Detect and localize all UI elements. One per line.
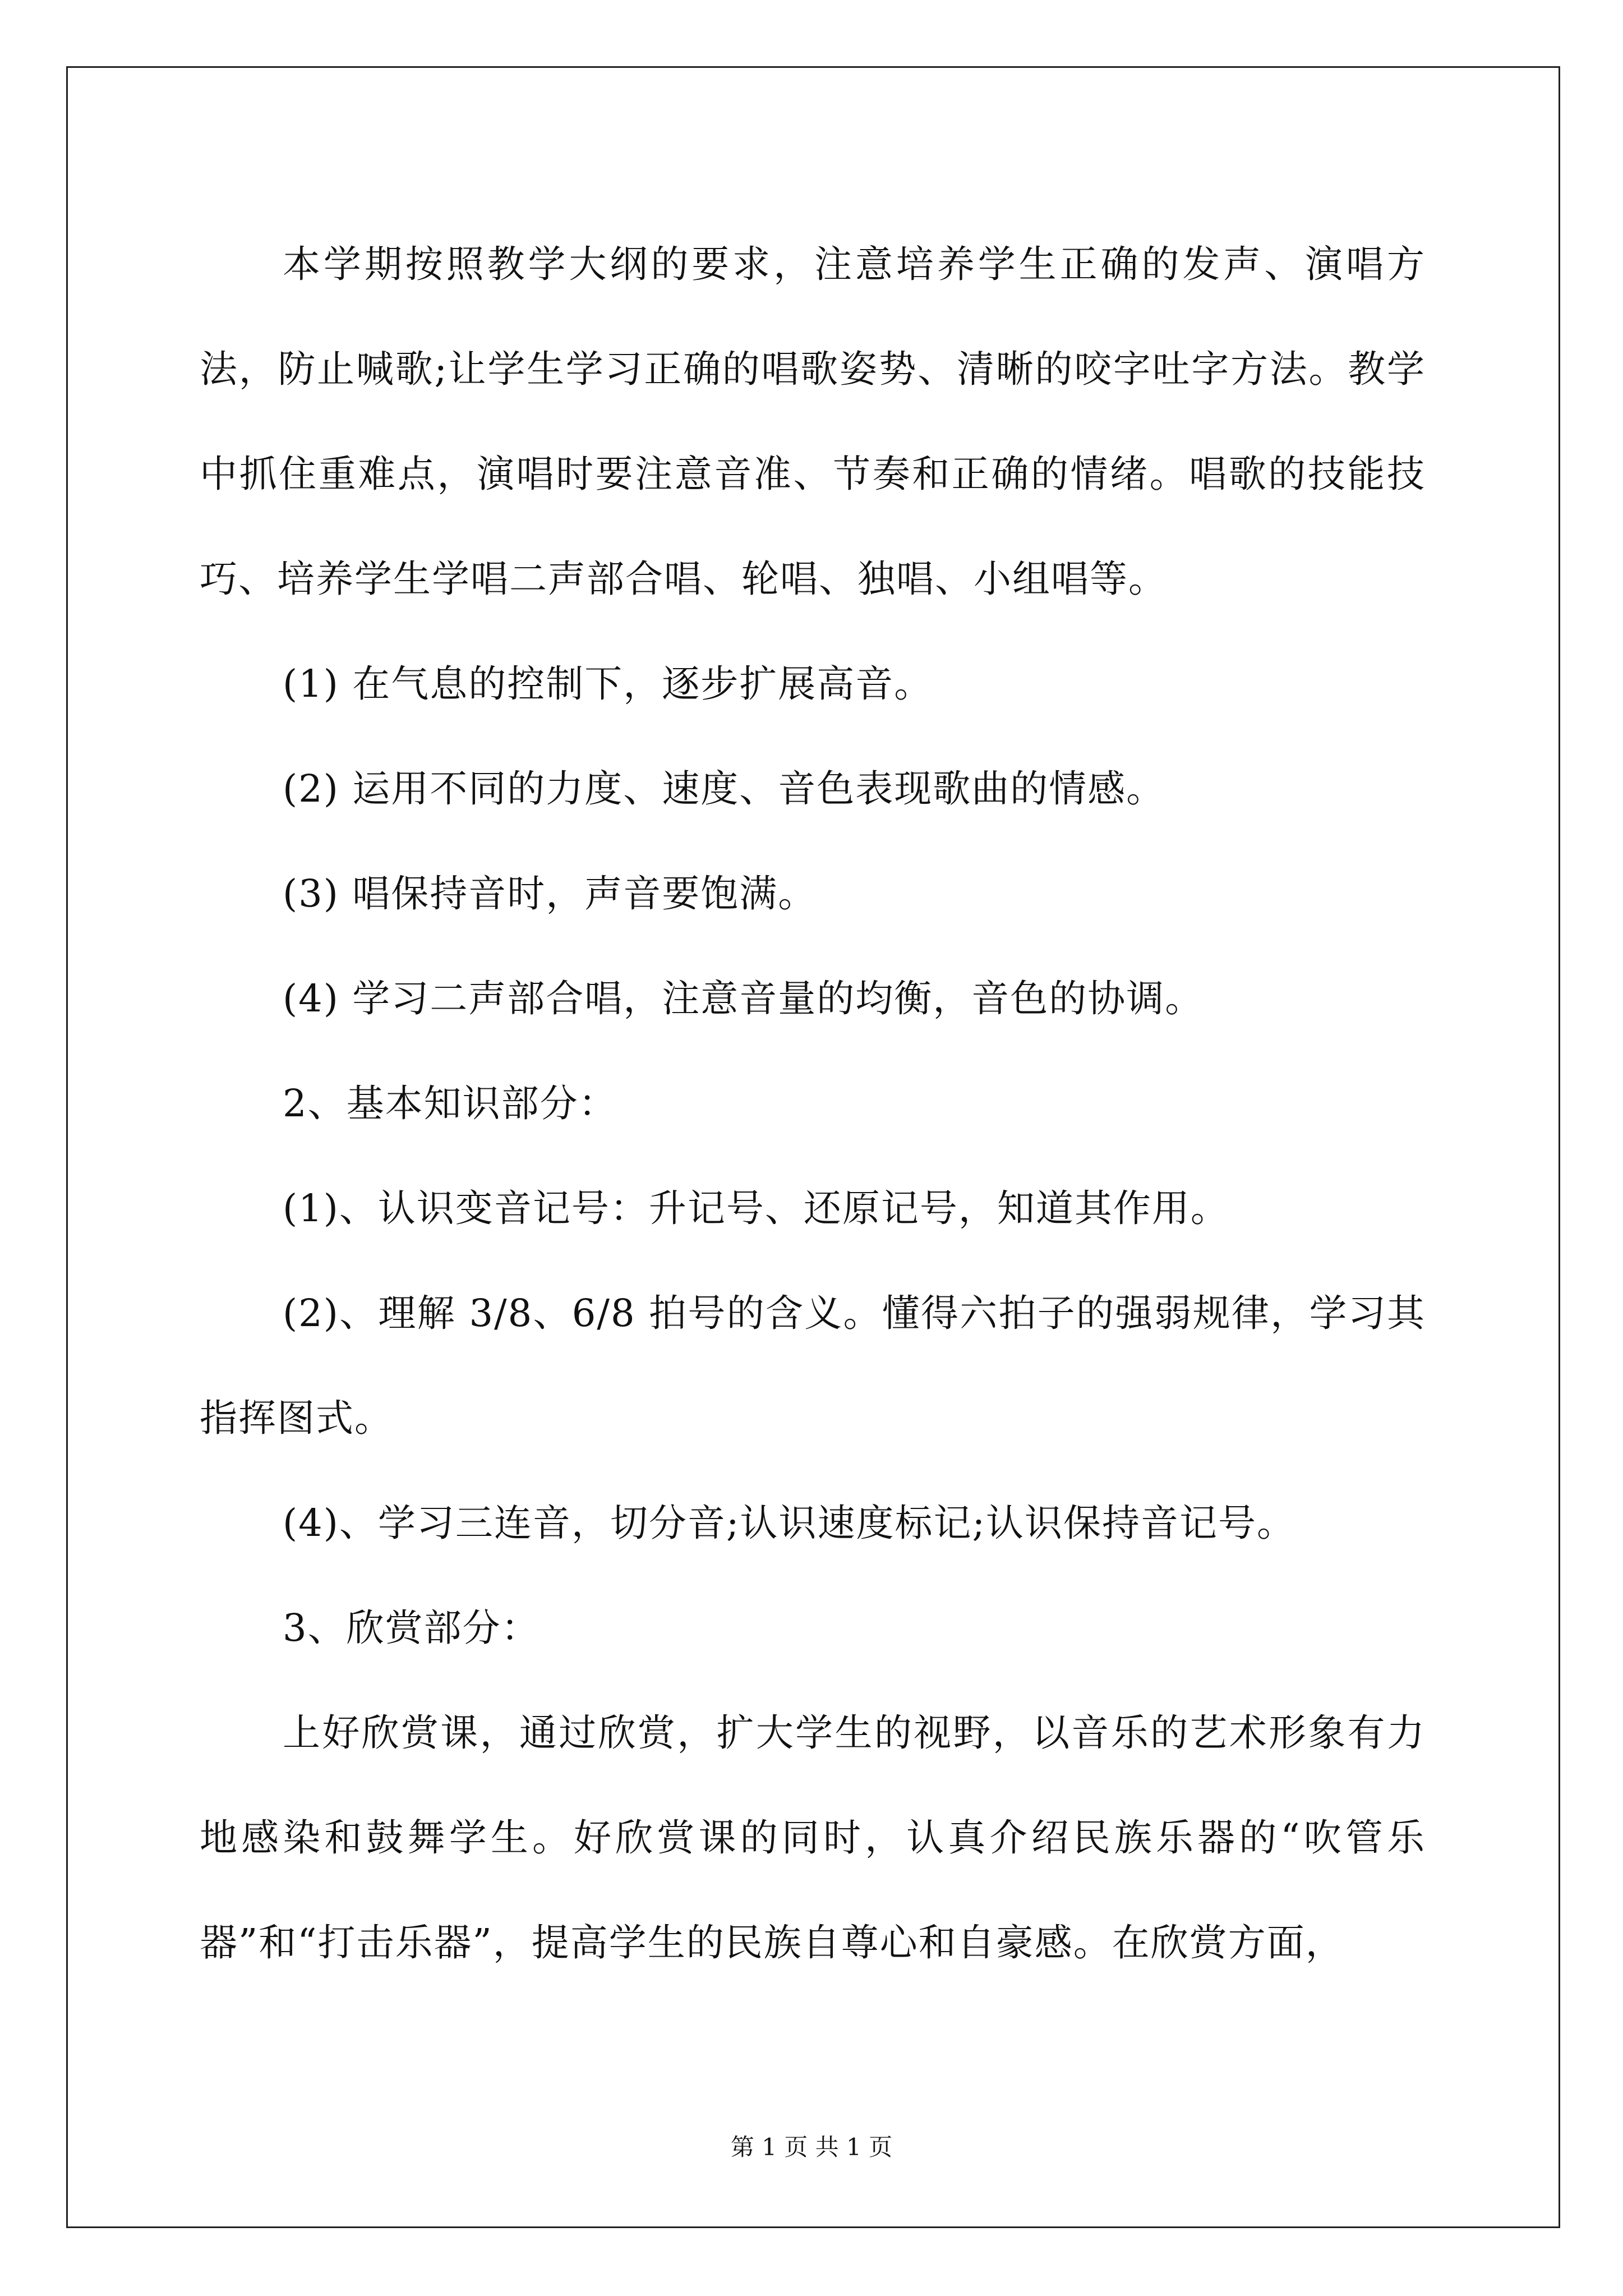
paragraph-appreciation: 上好欣赏课，通过欣赏，扩大学生的视野，以音乐的艺术形象有力地感染和鼓舞学生。好欣赏课的同时，认真介绍民族乐器的“吹管乐器”和“打击乐器”，提高学生的民族自尊心和自豪感。在欣赏方面， (200, 1711, 1426, 1964)
paragraph-knowledge-2: (2)、理解 3/8、6/8 拍号的含义。懂得六拍子的强弱规律，学习其指挥图式。 (200, 1291, 1426, 1440)
paragraph-item-1: (1) 在气息的控制下，逐步扩展高音。 (283, 662, 933, 706)
paragraph-item-2: (2) 运用不同的力度、速度、音色表现歌曲的情感。 (283, 767, 1165, 811)
paragraph-item-3: (3) 唱保持音时，声音要饱满。 (283, 872, 817, 915)
paragraph-intro: 本学期按照教学大纲的要求，注意培养学生正确的发声、演唱方法，防止喊歌;让学生学习正确的唱歌姿势、清晰的咬字吐字方法。教学中抓住重难点，演唱时要注意音准、节奏和正确的情绪。唱歌的技能技巧、培养学生学唱二声部合唱、轮唱、独唱、小组唱等。 (200, 242, 1426, 601)
section-heading-appreciation: 3、欣赏部分： (283, 1606, 540, 1650)
paragraph-knowledge-1: (1)、认识变音记号：升记号、还原记号，知道其作用。 (283, 1186, 1229, 1230)
section-heading-basic-knowledge: 2、基本知识部分： (283, 1082, 617, 1125)
paragraph-item-4: (4) 学习二声部合唱，注意音量的均衡，音色的协调。 (283, 977, 1204, 1020)
paragraph-knowledge-4: (4)、学习三连音，切分音;认识速度标记;认识保持音记号。 (283, 1501, 1296, 1545)
page-footer: 第 1 页 共 1 页 (730, 2133, 893, 2161)
document-body (200, 212, 1426, 1995)
